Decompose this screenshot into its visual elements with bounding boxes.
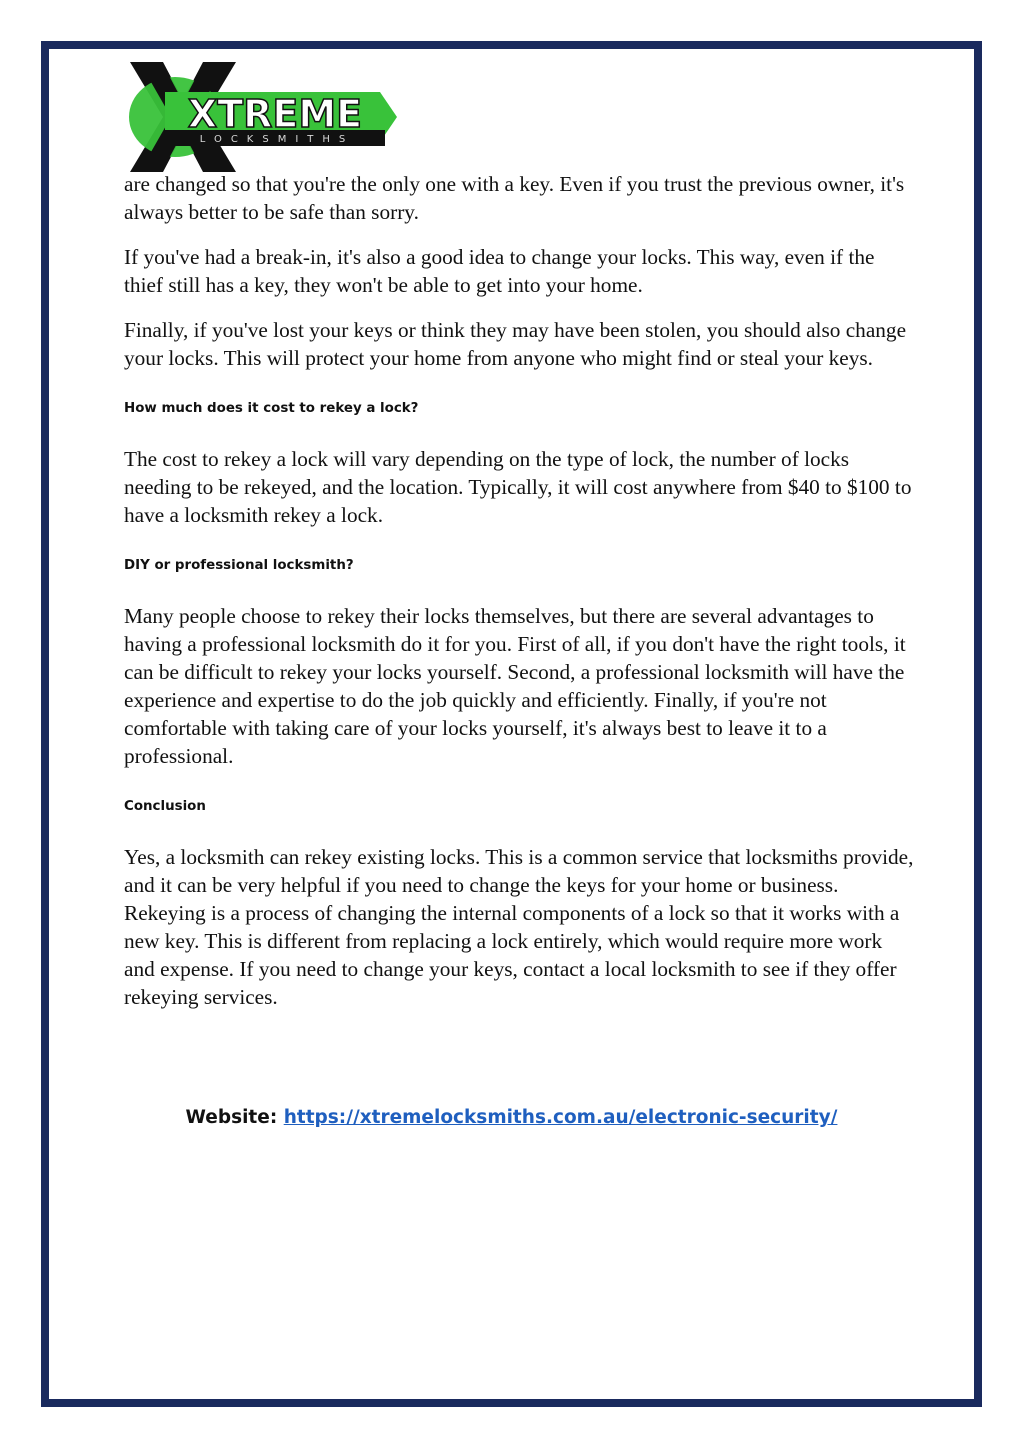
website-link[interactable]: https://xtremelocksmiths.com.au/electronic-security/	[283, 1107, 838, 1128]
paragraph-5: Many people choose to rekey their locks themselves, but there are several advantages to having a professional locksmith do it for you. First of all, if you don't have the right tools, it can be difficult to rekey your locks yourself. Second, a professional locksmith will have the experience and expertise to do the job quickly and efficiently. Finally, if you're not comfortable with taking care of your locks yourself, it's always best to leave it to a professional.	[124, 604, 906, 768]
xtreme-locksmiths-logo	[125, 62, 405, 172]
heading-cost: How much does it cost to rekey a lock?	[124, 401, 419, 416]
website-line	[0, 1107, 1023, 1128]
paragraph-3: Finally, if you've lost your keys or think they may have been stolen, you should also change your locks. This will protect your home from anyone who might find or steal your keys.	[124, 318, 907, 370]
heading-diy: DIY or professional locksmith?	[124, 558, 354, 573]
paragraph-2: If you've had a break-in, it's also a good idea to change your locks. This way, even if the thief still has a key, they won't be able to get into your home.	[124, 245, 875, 297]
paragraph-6: Yes, a locksmith can rekey existing locks. This is a common service that locksmiths provide, and it can be very helpful if you need to change the keys for your home or business. Rekeying is a process of changing the internal components of a lock so that it works with a new key. This is different from replacing a lock entirely, which would require more work and expense. If you need to change your keys, contact a local locksmith to see if they offer rekeying services.	[124, 845, 914, 1009]
logo-subtitle: LOCKSMITHS	[199, 134, 355, 145]
heading-conclusion: Conclusion	[124, 799, 206, 814]
logo-title: XTREME	[187, 92, 363, 136]
paragraph-4: The cost to rekey a lock will vary depending on the type of lock, the number of locks needing to be rekeyed, and the location. Typically, it will cost anywhere from $40 to $100 to have a locksmith rekey a lock.	[124, 447, 912, 527]
website-label: Website:	[185, 1107, 278, 1128]
paragraph-1: are changed so that you're the only one with a key. Even if you trust the previous owner, it's always better to be safe than sorry.	[124, 172, 905, 224]
article-body	[124, 170, 914, 1011]
